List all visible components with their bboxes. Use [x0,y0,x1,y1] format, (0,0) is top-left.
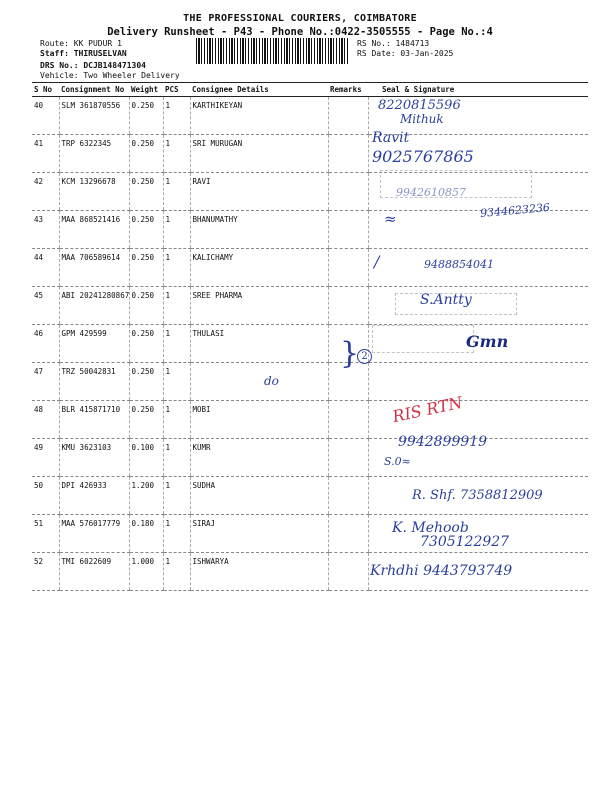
cell-weight: 0.250 [129,211,163,249]
cell-sno: 43 [32,211,59,249]
signature-43-phone: 9344623236 [479,200,551,221]
signature-47-ditto: do [264,374,279,388]
signature-46: Gmn [466,332,509,351]
cell-consignee: RAVI [190,173,328,211]
cell-consignment: MAA 706589614 [59,249,129,287]
cell-sno: 40 [32,97,59,135]
cell-weight: 0.100 [129,439,163,477]
cell-remarks [328,439,368,477]
cell-sno: 47 [32,363,59,401]
signature-51-phone: 7305122927 [420,534,510,550]
cell-signature [368,211,588,249]
staff-label: Staff: THIRUSELVAN [40,49,127,58]
signature-48-return: RIS RTN [390,392,465,427]
table-header [32,83,588,97]
cell-consignee: BHANUMATHY [190,211,328,249]
cell-weight: 0.250 [129,325,163,363]
cell-consignee: SUDHA [190,477,328,515]
cell-consignee: KARTHIKEYAN [190,97,328,135]
signature-50: R. Shf. 7358812909 [412,488,543,503]
rs-date: RS Date: 03-Jan-2025 [357,49,454,58]
cell-consignment: MAA 576017779 [59,515,129,553]
signature-40-name: Mithuk [400,112,444,126]
cell-consignment: SLM 361870556 [59,97,129,135]
cell-sno: 51 [32,515,59,553]
table-row [32,249,588,287]
signature-41-name: Ravit [372,130,410,146]
signature-47-circle: 2 [357,349,372,364]
col-consignee: Consignee Details [190,83,328,97]
cell-sno: 42 [32,173,59,211]
cell-remarks [328,249,368,287]
rs-number: RS No.: 1484713 [357,39,430,48]
cell-consignee: MOBI [190,401,328,439]
cell-consignment: TMI 6022609 [59,553,129,591]
signature-49-name: S.0≈ [384,455,411,468]
cell-consignment: GPM 429599 [59,325,129,363]
cell-consignment: TRZ 50042831 [59,363,129,401]
table-row [32,401,588,439]
cell-pcs: 1 [163,135,190,173]
cell-pcs: 1 [163,287,190,325]
col-signature: Seal & Signature [368,83,588,97]
signature-43-mark: ≈ [384,210,397,228]
cell-pcs: 1 [163,477,190,515]
table-row [32,135,588,173]
cell-pcs: 1 [163,97,190,135]
signature-42-phone: 9942610857 [396,186,466,199]
signature-40-phone: 8220815596 [378,98,461,113]
cell-consignee: SRI MURUGAN [190,135,328,173]
cell-remarks [328,135,368,173]
cell-consignee [190,363,328,401]
cell-remarks [328,401,368,439]
cell-pcs: 1 [163,401,190,439]
cell-sno: 50 [32,477,59,515]
cell-consignee: SREE PHARMA [190,287,328,325]
cell-remarks [328,515,368,553]
cell-weight: 0.250 [129,363,163,401]
cell-remarks [328,173,368,211]
cell-remarks [328,211,368,249]
cell-weight: 0.250 [129,135,163,173]
signature-49-phone: 9942899919 [398,434,488,450]
cell-pcs: 1 [163,325,190,363]
cell-consignee: SIRAJ [190,515,328,553]
cell-remarks [328,287,368,325]
cell-pcs: 1 [163,211,190,249]
cell-sno: 46 [32,325,59,363]
col-sno: S No [32,83,59,97]
cell-pcs: 1 [163,363,190,401]
table-row [32,439,588,477]
cell-weight: 0.250 [129,249,163,287]
vehicle-label: Vehicle: Two Wheeler Delivery [40,71,180,80]
cell-consignment: KCM 13296678 [59,173,129,211]
cell-consignee: KALICHAMY [190,249,328,287]
signature-51-name: K. Mehoob [392,520,469,536]
signature-44-phone: 9488854041 [424,258,494,271]
barcode [196,38,348,64]
cell-sno: 52 [32,553,59,591]
signature-45: S.Antty [420,292,472,308]
signature-41-phone: 9025767865 [372,147,474,166]
cell-remarks [328,477,368,515]
cell-consignment: DPI 426933 [59,477,129,515]
col-pcs: PCS [163,83,190,97]
cell-consignee: KUMR [190,439,328,477]
signature-44-mark: / [374,252,380,271]
cell-weight: 0.250 [129,97,163,135]
cell-sno: 41 [32,135,59,173]
cell-consignee: THULASI [190,325,328,363]
cell-sno: 49 [32,439,59,477]
col-consignment: Consignment No [59,83,129,97]
cell-weight: 1.000 [129,553,163,591]
cell-consignment: KMU 3623103 [59,439,129,477]
cell-consignee: ISHWARYA [190,553,328,591]
drs-number: DRS No.: DCJB148471304 [40,61,146,70]
cell-weight: 0.250 [129,287,163,325]
cell-remarks [328,97,368,135]
cell-weight: 0.250 [129,401,163,439]
cell-consignment: MAA 868521416 [59,211,129,249]
cell-consignment: ABI 20241280867 [59,287,129,325]
cell-weight: 0.180 [129,515,163,553]
cell-sno: 44 [32,249,59,287]
cell-signature [368,363,588,401]
cell-consignment: TRP 6322345 [59,135,129,173]
table-row [32,363,588,401]
cell-pcs: 1 [163,439,190,477]
cell-sno: 48 [32,401,59,439]
col-weight: Weight [129,83,163,97]
cell-pcs: 1 [163,515,190,553]
signature-52: Krhdhi 9443793749 [370,563,513,579]
cell-remarks [328,553,368,591]
cell-weight: 1.200 [129,477,163,515]
route-label: Route: KK PUDUR 1 [40,39,122,48]
company-name: THE PROFESSIONAL COURIERS, COIMBATORE [183,13,417,24]
faded-stamp [372,325,474,353]
col-remarks: Remarks [328,83,368,97]
cell-sno: 45 [32,287,59,325]
runsheet-title: Delivery Runsheet - P43 - Phone No.:0422-3505555 - Page No.:4 [107,26,493,38]
cell-weight: 0.250 [129,173,163,211]
cell-pcs: 1 [163,249,190,287]
cell-pcs: 1 [163,553,190,591]
cell-consignment: BLR 415871710 [59,401,129,439]
cell-pcs: 1 [163,173,190,211]
table-row [32,97,588,135]
brace-mark: } [340,336,360,371]
